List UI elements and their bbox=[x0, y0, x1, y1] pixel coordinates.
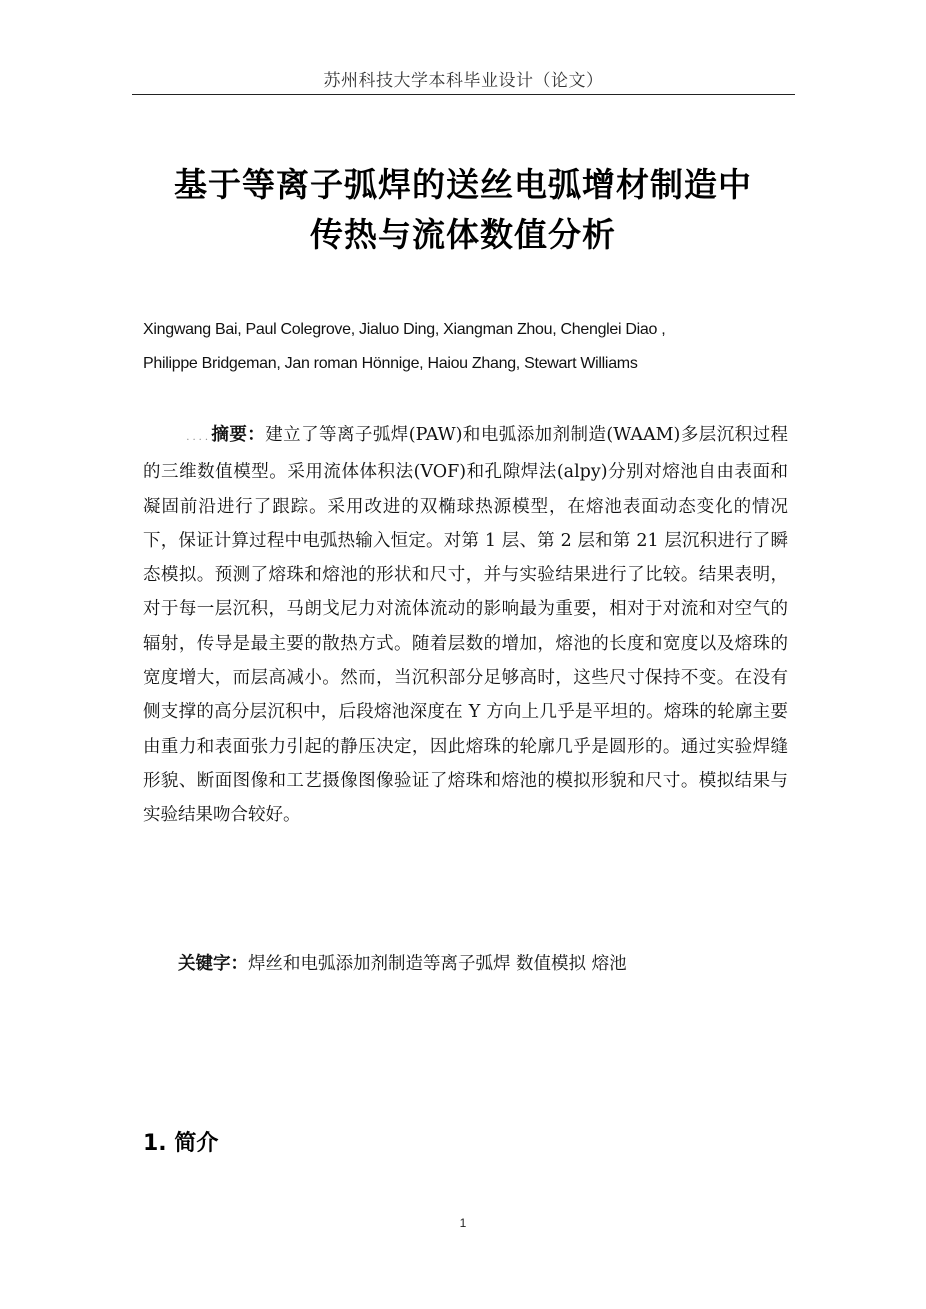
abstract-text: 建立了等离子弧焊(PAW)和电弧添加剂制造(WAAM)多层沉积过程的三维数值模型。采用流体体积法(VOF)和孔隙焊法(alpy)分别对熔池自由表面和凝固前沿进行了跟踪。采用改进的双椭球热源模型，在熔池表面动态变化的情况下，保证计算过程中电弧热输入恒定。对第 1 层、第 2 层和第 21 层沉积进行了瞬态模拟。预测了熔珠和熔池的形状和尺寸，并与实验结果进行了比较。结果表明，对于每一层沉积，马朗戈尼力对流体流动的影响最为重要，相对于对流和对空气的辐射，传导是最主要的散热方式。随着层数的增加，熔池的长度和宽度以及熔珠的宽度增大，而层高减小。然而，当沉积部分足够高时，这些尺寸保持不变。在没有侧支撑的高分层沉积中，后段熔池深度在 Y 方向上几乎是平坦的。熔珠的轮廓主要由重力和表面张力引起的静压决定，因此熔珠的轮廓几乎是圆形的。通过实验焊缝形貌、断面图像和工艺摄像图像验证了熔珠和熔池的模拟形貌和尺寸。模拟结果与实验结果吻合较好。 bbox=[143, 425, 789, 826]
abstract-label: 摘要： bbox=[211, 425, 266, 445]
abstract-indent-marks: .... bbox=[186, 432, 211, 443]
paper-title-line-1: 基于等离子弧焊的送丝电弧增材制造中 bbox=[174, 165, 752, 204]
paper-title-line-2: 传热与流体数值分析 bbox=[310, 215, 616, 254]
section-heading-introduction: 1. 简介 bbox=[143, 1131, 219, 1156]
author-list bbox=[143, 313, 803, 381]
author-line-2: Philippe Bridgeman, Jan roman Hönnige, Haiou Zhang, Stewart Williams bbox=[143, 355, 638, 372]
paper-title bbox=[120, 160, 806, 260]
keywords-label: 关键字： bbox=[178, 954, 248, 974]
header-rule bbox=[132, 94, 795, 95]
abstract bbox=[143, 418, 788, 833]
keywords bbox=[178, 948, 798, 980]
running-header: 苏州科技大学本科毕业设计（论文） bbox=[323, 71, 604, 91]
page-number: 1 bbox=[459, 1216, 467, 1230]
keywords-text: 焊丝和电弧添加剂制造等离子弧焊 数值模拟 熔池 bbox=[248, 954, 627, 974]
author-line-1: Xingwang Bai, Paul Colegrove, Jialuo Ding, Xiangman Zhou, Chenglei Diao , bbox=[143, 321, 666, 338]
